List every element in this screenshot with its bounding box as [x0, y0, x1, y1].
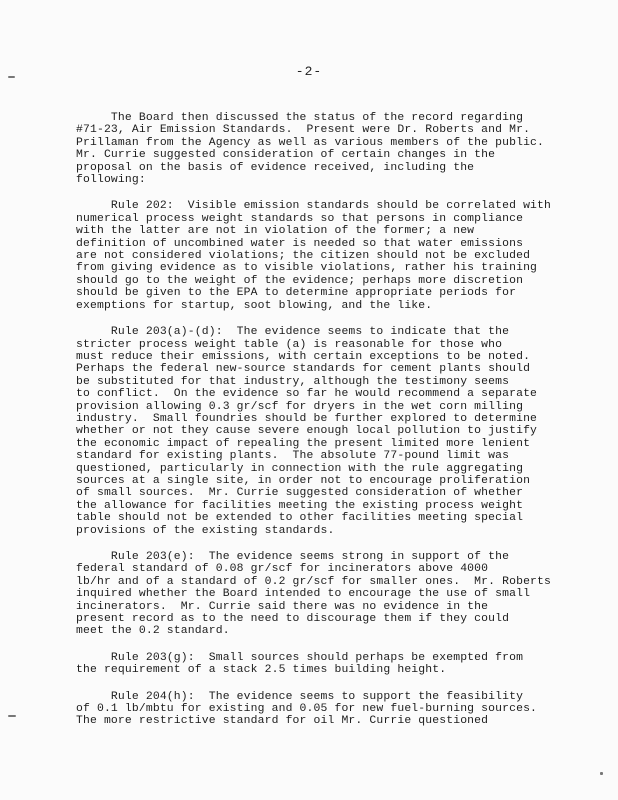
text-line: definition of uncombined water is needed so that water emissions: [76, 237, 524, 250]
scan-speck: [8, 76, 15, 78]
text-line: Mr. Currie suggested consideration of certain changes in the: [76, 149, 496, 162]
text-line: are not considered violations; the citizen should not be excluded: [76, 250, 531, 263]
text-line: table should not be extended to other facilities meeting special: [76, 512, 524, 525]
text-line: Prillaman from the Agency as well as various members of the public.: [76, 136, 545, 149]
text-line: present record as to the need to discourage them if they could: [76, 613, 510, 626]
text-line: standard for existing plants. The absolute 77-pound limit was: [76, 450, 510, 463]
text-line: be substituted for that industry, although the testimony seems: [76, 375, 510, 388]
text-line: from giving evidence as to visible violations, rather his training: [76, 262, 538, 275]
paragraph-rule-204-h: [76, 691, 616, 728]
text-line: Rule 203(e): The evidence seems strong in support of the: [76, 551, 510, 563]
text-line: lb/hr and of a standard of 0.2 gr/scf for smaller ones. Mr. Roberts: [76, 575, 552, 588]
text-line: Perhaps the federal new-source standards for cement plants should: [76, 363, 531, 376]
text-line: exemptions for startup, soot blowing, and the like.: [76, 299, 433, 312]
text-line: to conflict. On the evidence so far he would recommend a separate: [76, 388, 538, 401]
page-number: -2-: [295, 64, 323, 79]
text-line: of small sources. Mr. Currie suggested consideration of whether: [76, 487, 524, 500]
text-line: provisions of the existing standards.: [76, 524, 335, 537]
text-line: inquired whether the Board intended to encourage the use of small: [76, 588, 531, 601]
paragraph-rule-202: [76, 200, 616, 312]
text-line: federal standard of 0.08 gr/scf for incinerators above 4000: [76, 563, 489, 576]
text-line: following:: [76, 174, 146, 187]
text-line: The Board then discussed the status of the record regarding: [76, 112, 524, 124]
text-line: Rule 204(h): The evidence seems to support the feasibility: [76, 690, 524, 703]
text-line: whether or not they cause severe enough local pollution to justify: [76, 425, 538, 438]
text-line: stricter process weight table (a) is reasonable for those who: [76, 338, 503, 351]
text-line: the economic impact of repealing the present limited more lenient: [76, 437, 531, 450]
text-line: sources at a single site, in order not to encourage proliferation: [76, 474, 531, 487]
scan-speck: [8, 715, 16, 717]
text-line: questioned, particularly in connection with the rule aggregating: [76, 462, 524, 475]
text-line: the requirement of a stack 2.5 times building height.: [76, 664, 447, 677]
scan-speck: [600, 772, 603, 775]
text-line: numerical process weight standards so that persons in compliance: [76, 212, 524, 225]
text-line: must reduce their emissions, with certain exceptions to be noted.: [76, 350, 531, 363]
text-line: provision allowing 0.3 gr/scf for dryers in the wet corn milling: [76, 400, 524, 413]
text-line: meet the 0.2 standard.: [76, 625, 230, 638]
text-line: incinerators. Mr. Currie said there was no evidence in the: [76, 600, 489, 613]
text-line: industry. Small foundries should be further explored to determine: [76, 412, 538, 425]
text-line: of 0.1 lb/mbtu for existing and 0.05 for new fuel-burning sources.: [76, 703, 538, 716]
text-line: Rule 202: Visible emission standards should be correlated with: [76, 200, 552, 213]
text-line: should go to the weight of the evidence; perhaps more discretion: [76, 274, 524, 287]
paragraph-rule-203-g: [76, 652, 616, 677]
text-line: the allowance for facilities meeting the existing process weight: [76, 499, 524, 512]
paragraph-rule-203-e: [76, 551, 616, 638]
text-line: should be given to the EPA to determine appropriate periods for: [76, 287, 517, 300]
text-line: proposal on the basis of evidence received, including the: [76, 161, 475, 174]
text-line: with the latter are not in violation of the former; a new: [76, 225, 475, 238]
paragraph-intro: [76, 112, 616, 186]
paragraph-rule-203-a-d: [76, 326, 616, 537]
text-line: The more restrictive standard for oil Mr. Currie questioned: [76, 715, 489, 728]
body-text: [76, 112, 616, 742]
text-line: Rule 203(g): Small sources should perhaps be exempted from: [76, 651, 524, 664]
text-line: #71-23, Air Emission Standards. Present were Dr. Roberts and Mr.: [76, 124, 531, 137]
text-line: Rule 203(a)-(d): The evidence seems to indicate that the: [76, 326, 510, 339]
